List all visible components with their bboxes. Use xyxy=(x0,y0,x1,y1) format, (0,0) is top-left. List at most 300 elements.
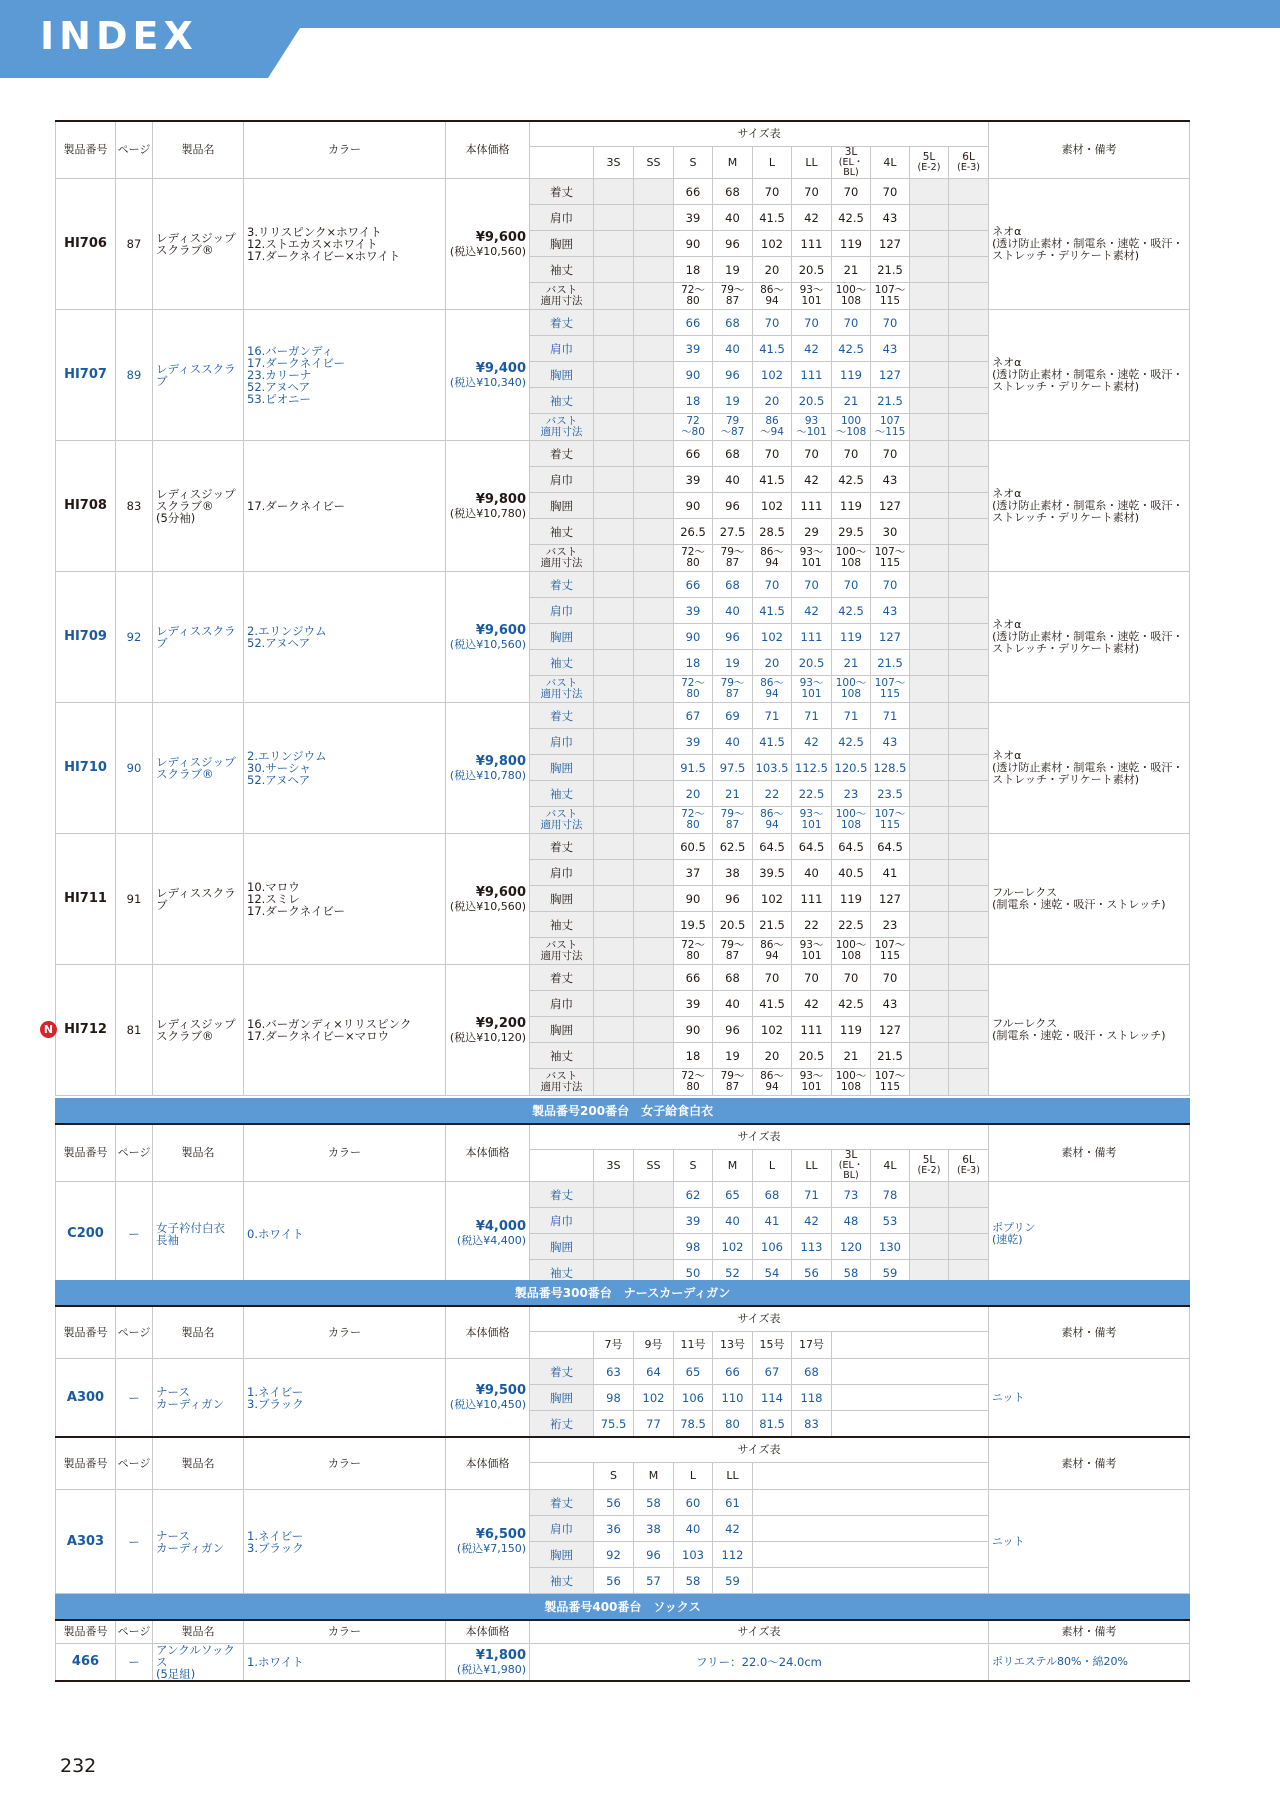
size-cell-empty xyxy=(910,336,949,362)
size-cell-empty xyxy=(910,676,949,703)
size-empty xyxy=(753,1490,792,1516)
size-label-corner xyxy=(530,1332,594,1359)
bust-label: バスト 適用寸法 xyxy=(530,414,594,441)
product-material: ポプリン (速乾) xyxy=(989,1182,1190,1286)
size-value: 42 xyxy=(713,1516,753,1542)
size-value: 39 xyxy=(674,205,713,231)
size-header: SS xyxy=(634,1150,674,1182)
size-cell-empty xyxy=(634,1017,674,1043)
size-value: 64.5 xyxy=(871,834,910,860)
size-value: 23.5 xyxy=(871,781,910,807)
size-empty xyxy=(910,1516,949,1542)
socks-header: 製品番号 xyxy=(56,1620,116,1644)
product-code: HI710 xyxy=(56,703,116,834)
size-row-label: 肩巾 xyxy=(530,205,594,231)
size-cell-empty xyxy=(949,1017,989,1043)
size-cell-empty xyxy=(910,807,949,834)
size-value: 68 xyxy=(792,1359,832,1385)
size-header: 11号 xyxy=(674,1332,713,1359)
price: ¥9,200 (税込¥10,120) xyxy=(446,965,530,1096)
product-colors: 17.ダークネイビー xyxy=(244,441,446,572)
size-value: 70 xyxy=(753,965,792,991)
size-cell-empty xyxy=(594,336,634,362)
size-value: 102 xyxy=(753,886,792,912)
size-value: 21.5 xyxy=(753,912,792,938)
size-empty xyxy=(832,1332,871,1359)
product-name: レディスジップ スクラブ® (5分袖) xyxy=(153,441,244,572)
size-cell-empty xyxy=(634,1234,674,1260)
col-size-table: サイズ表 xyxy=(530,1437,989,1463)
size-cell-empty xyxy=(594,860,634,886)
size-value: 111 xyxy=(792,362,832,388)
size-value: 37 xyxy=(674,860,713,886)
size-cell-empty xyxy=(910,388,949,414)
col-page: ページ xyxy=(116,1306,153,1359)
size-value: 71 xyxy=(792,703,832,729)
size-value: 77 xyxy=(634,1411,674,1438)
size-value: 40 xyxy=(713,1208,753,1234)
size-empty xyxy=(910,1542,949,1568)
size-value: 28.5 xyxy=(753,519,792,545)
size-value: 70 xyxy=(832,572,871,598)
size-value: 42 xyxy=(792,729,832,755)
size-row-label: 袖丈 xyxy=(530,781,594,807)
size-cell-empty xyxy=(949,650,989,676)
header-row xyxy=(56,121,1190,147)
product-page: 92 xyxy=(116,572,153,703)
size-header: 4L xyxy=(871,1150,910,1182)
bust-value: 86 〜94 xyxy=(753,414,792,441)
size-cell-empty xyxy=(949,807,989,834)
size-cell-empty xyxy=(594,938,634,965)
size-row-label: 肩巾 xyxy=(530,860,594,886)
size-cell-empty xyxy=(910,257,949,283)
size-value: 66 xyxy=(674,572,713,598)
product-colors: 16.バーガンディ 17.ダークネイビー 23.カリーナ 52.アヌヘア 53.ピオニー xyxy=(244,310,446,441)
bust-label: バスト 適用寸法 xyxy=(530,545,594,572)
product-code: HI709 xyxy=(56,572,116,703)
size-value: 19 xyxy=(713,257,753,283)
size-row-label: 胸囲 xyxy=(530,231,594,257)
size-cell-empty xyxy=(949,860,989,886)
size-value: 68 xyxy=(753,1182,792,1208)
product-page: 89 xyxy=(116,310,153,441)
size-cell-empty xyxy=(594,493,634,519)
size-header: 15号 xyxy=(753,1332,792,1359)
size-cell-empty xyxy=(910,1234,949,1260)
size-value: 39 xyxy=(674,991,713,1017)
size-value: 18 xyxy=(674,388,713,414)
size-header: S xyxy=(674,1150,713,1182)
size-cell-empty xyxy=(634,545,674,572)
bust-value: 86〜 94 xyxy=(753,1069,792,1096)
bust-value: 72〜 80 xyxy=(674,545,713,572)
size-empty xyxy=(792,1516,832,1542)
col-name: 製品名 xyxy=(153,121,244,179)
product-material: ネオα (透け防止素材・制電糸・速乾・吸汗・ ストレッチ・デリケート素材) xyxy=(989,310,1190,441)
socks-header: カラー xyxy=(244,1620,446,1644)
size-value: 22.5 xyxy=(792,781,832,807)
size-value: 30 xyxy=(871,519,910,545)
size-empty xyxy=(832,1385,871,1411)
size-cell-empty xyxy=(634,283,674,310)
size-header: M xyxy=(713,1150,753,1182)
size-value: 75.5 xyxy=(594,1411,634,1438)
size-row-label: 肩巾 xyxy=(530,729,594,755)
price: ¥9,800 (税込¥10,780) xyxy=(446,703,530,834)
size-value: 40 xyxy=(792,860,832,886)
size-empty xyxy=(949,1332,989,1359)
size-value: 64.5 xyxy=(792,834,832,860)
size-header: M xyxy=(713,147,753,179)
socks-size: フリー：22.0〜24.0cm xyxy=(530,1644,989,1682)
size-cell-empty xyxy=(910,519,949,545)
size-value: 56 xyxy=(594,1568,634,1594)
size-cell-empty xyxy=(594,1069,634,1096)
bust-value: 100〜 108 xyxy=(832,807,871,834)
size-header: 7号 xyxy=(594,1332,634,1359)
size-value: 20.5 xyxy=(792,257,832,283)
size-row-label: 胸囲 xyxy=(530,624,594,650)
size-cell-empty xyxy=(910,545,949,572)
size-cell-empty xyxy=(949,965,989,991)
size-value: 40 xyxy=(674,1516,713,1542)
size-value: 113 xyxy=(792,1234,832,1260)
size-row-label: 裄丈 xyxy=(530,1411,594,1438)
size-cell-empty xyxy=(634,834,674,860)
col-product-no: 製品番号 xyxy=(56,121,116,179)
size-value: 40 xyxy=(713,467,753,493)
size-cell-empty xyxy=(910,310,949,336)
size-cell-empty xyxy=(910,1182,949,1208)
size-value: 43 xyxy=(871,598,910,624)
size-value: 40 xyxy=(713,205,753,231)
size-cell-empty xyxy=(594,755,634,781)
size-value: 96 xyxy=(713,493,753,519)
product-material: ネオα (透け防止素材・制電糸・速乾・吸汗・ ストレッチ・デリケート素材) xyxy=(989,572,1190,703)
size-empty xyxy=(832,1411,871,1438)
size-value: 68 xyxy=(713,310,753,336)
size-value: 43 xyxy=(871,205,910,231)
size-cell-empty xyxy=(949,493,989,519)
size-row-label: 胸囲 xyxy=(530,886,594,912)
size-cell-empty xyxy=(949,703,989,729)
new-product-icon: N xyxy=(40,1021,57,1038)
size-row-label: 胸囲 xyxy=(530,1017,594,1043)
size-cell-empty xyxy=(594,362,634,388)
size-empty xyxy=(792,1542,832,1568)
product-material: ネオα (透け防止素材・制電糸・速乾・吸汗・ ストレッチ・デリケート素材) xyxy=(989,179,1190,310)
page-title: INDEX xyxy=(40,14,198,58)
size-value: 48 xyxy=(832,1208,871,1234)
size-row-label: 袖丈 xyxy=(530,1260,594,1286)
col-page: ページ xyxy=(116,1124,153,1182)
size-value: 62 xyxy=(674,1182,713,1208)
size-value: 114 xyxy=(753,1385,792,1411)
size-cell-empty xyxy=(594,886,634,912)
size-value: 63 xyxy=(594,1359,634,1385)
size-row-label: 袖丈 xyxy=(530,650,594,676)
product-code: 466 xyxy=(56,1644,116,1682)
size-cell-empty xyxy=(634,965,674,991)
size-cell-empty xyxy=(634,781,674,807)
product-page: 90 xyxy=(116,703,153,834)
size-header: 6L (E-3) xyxy=(949,147,989,179)
size-cell-empty xyxy=(910,781,949,807)
size-cell-empty xyxy=(634,598,674,624)
bust-value: 107〜 115 xyxy=(871,545,910,572)
size-value: 22 xyxy=(753,781,792,807)
size-value: 70 xyxy=(792,965,832,991)
product-material: ニット xyxy=(989,1490,1190,1594)
size-value: 40 xyxy=(713,336,753,362)
product-colors: 3.リリスピンク×ホワイト 12.ストエカス×ホワイト 17.ダークネイビー×ホワイト xyxy=(244,179,446,310)
header-row xyxy=(56,1306,1190,1332)
size-value: 59 xyxy=(871,1260,910,1286)
size-value: 70 xyxy=(832,441,871,467)
size-value: 66 xyxy=(674,965,713,991)
size-value: 111 xyxy=(792,231,832,257)
size-value: 54 xyxy=(753,1260,792,1286)
bust-label: バスト 適用寸法 xyxy=(530,807,594,834)
size-cell-empty xyxy=(594,729,634,755)
size-empty xyxy=(871,1463,910,1490)
size-header: 3L (EL・BL) xyxy=(832,1150,871,1182)
size-header: LL xyxy=(792,1150,832,1182)
bust-label: バスト 適用寸法 xyxy=(530,283,594,310)
bust-label: バスト 適用寸法 xyxy=(530,1069,594,1096)
size-value: 96 xyxy=(634,1542,674,1568)
size-value: 58 xyxy=(634,1490,674,1516)
size-value: 19 xyxy=(713,1043,753,1069)
size-empty xyxy=(949,1411,989,1438)
size-value: 91.5 xyxy=(674,755,713,781)
size-cell-empty xyxy=(594,519,634,545)
size-value: 119 xyxy=(832,362,871,388)
col-material: 素材・備考 xyxy=(989,1437,1190,1490)
col-color: カラー xyxy=(244,1306,446,1359)
socks-row xyxy=(56,1644,1190,1682)
size-row-label: 胸囲 xyxy=(530,362,594,388)
size-value: 70 xyxy=(832,179,871,205)
size-header: L xyxy=(674,1463,713,1490)
size-empty xyxy=(871,1542,910,1568)
col-price: 本体価格 xyxy=(446,1306,530,1359)
size-row-label: 肩巾 xyxy=(530,336,594,362)
size-value: 96 xyxy=(713,886,753,912)
size-value: 23 xyxy=(832,781,871,807)
size-cell-empty xyxy=(949,257,989,283)
size-value: 120.5 xyxy=(832,755,871,781)
size-value: 21.5 xyxy=(871,257,910,283)
product-colors: 1.ホワイト xyxy=(244,1644,446,1682)
size-cell-empty xyxy=(634,441,674,467)
size-value: 38 xyxy=(634,1516,674,1542)
size-cell-empty xyxy=(949,1208,989,1234)
bust-value: 79〜 87 xyxy=(713,1069,753,1096)
size-cell-empty xyxy=(910,965,949,991)
size-value: 42 xyxy=(792,467,832,493)
size-value: 40.5 xyxy=(832,860,871,886)
size-header: M xyxy=(634,1463,674,1490)
size-value: 70 xyxy=(871,572,910,598)
size-cell-empty xyxy=(594,1234,634,1260)
bust-value: 93〜 101 xyxy=(792,283,832,310)
size-value: 106 xyxy=(753,1234,792,1260)
size-cell-empty xyxy=(594,467,634,493)
size-value: 52 xyxy=(713,1260,753,1286)
size-value: 96 xyxy=(713,1017,753,1043)
size-value: 102 xyxy=(753,362,792,388)
size-cell-empty xyxy=(949,572,989,598)
size-cell-empty xyxy=(594,179,634,205)
size-cell-empty xyxy=(634,414,674,441)
size-header: 5L (E-2) xyxy=(910,147,949,179)
size-value: 21 xyxy=(832,388,871,414)
bust-value: 93〜 101 xyxy=(792,545,832,572)
size-cell-empty xyxy=(910,493,949,519)
price: ¥9,600 (税込¥10,560) xyxy=(446,179,530,310)
size-value: 42.5 xyxy=(832,991,871,1017)
size-cell-empty xyxy=(949,676,989,703)
size-cell-empty xyxy=(949,1234,989,1260)
size-value: 60.5 xyxy=(674,834,713,860)
size-value: 41.5 xyxy=(753,336,792,362)
size-value: 22 xyxy=(792,912,832,938)
size-value: 21.5 xyxy=(871,650,910,676)
size-empty xyxy=(753,1542,792,1568)
bust-value: 72〜 80 xyxy=(674,807,713,834)
size-value: 39 xyxy=(674,467,713,493)
bust-value: 107〜 115 xyxy=(871,807,910,834)
product-name: レディスジップ スクラブ® xyxy=(153,703,244,834)
bust-value: 79〜 87 xyxy=(713,807,753,834)
size-value: 98 xyxy=(594,1385,634,1411)
size-cell-empty xyxy=(594,414,634,441)
size-cell-empty xyxy=(594,205,634,231)
size-value: 43 xyxy=(871,729,910,755)
bust-value: 100〜 108 xyxy=(832,676,871,703)
size-cell-empty xyxy=(594,624,634,650)
size-value: 42 xyxy=(792,598,832,624)
product-colors: 2.エリンジウム 30.サーシャ 52.アヌヘア xyxy=(244,703,446,834)
size-header: 13号 xyxy=(713,1332,753,1359)
size-row xyxy=(56,834,1190,860)
size-empty xyxy=(949,1516,989,1542)
size-cell-empty xyxy=(634,205,674,231)
price: ¥9,400 (税込¥10,340) xyxy=(446,310,530,441)
size-value: 96 xyxy=(713,362,753,388)
size-value: 70 xyxy=(871,179,910,205)
bust-value: 86〜 94 xyxy=(753,938,792,965)
size-cell-empty xyxy=(910,991,949,1017)
size-row-label: 胸囲 xyxy=(530,1234,594,1260)
size-value: 120 xyxy=(832,1234,871,1260)
size-cell-empty xyxy=(949,781,989,807)
size-empty xyxy=(753,1463,792,1490)
size-value: 64.5 xyxy=(753,834,792,860)
size-value: 42.5 xyxy=(832,598,871,624)
size-cell-empty xyxy=(910,441,949,467)
size-empty xyxy=(910,1463,949,1490)
bust-value: 93 〜101 xyxy=(792,414,832,441)
size-row xyxy=(56,310,1190,336)
size-empty xyxy=(949,1568,989,1594)
size-empty xyxy=(792,1463,832,1490)
bust-value: 79 〜87 xyxy=(713,414,753,441)
size-cell-empty xyxy=(949,283,989,310)
size-value: 21 xyxy=(832,1043,871,1069)
price: ¥9,600 (税込¥10,560) xyxy=(446,572,530,703)
product-page: 81 xyxy=(116,965,153,1096)
size-row-label: 肩巾 xyxy=(530,467,594,493)
size-cell-empty xyxy=(634,231,674,257)
size-value: 26.5 xyxy=(674,519,713,545)
size-header: L xyxy=(753,1150,792,1182)
product-material: ポリエステル80%・綿20% xyxy=(989,1644,1190,1682)
product-material: ネオα (透け防止素材・制電糸・速乾・吸汗・ ストレッチ・デリケート素材) xyxy=(989,441,1190,572)
bust-value: 72〜 80 xyxy=(674,938,713,965)
col-size-table: サイズ表 xyxy=(530,121,989,147)
size-value: 29 xyxy=(792,519,832,545)
bust-value: 86〜 94 xyxy=(753,283,792,310)
size-header: S xyxy=(674,147,713,179)
size-cell-empty xyxy=(949,834,989,860)
size-cell-empty xyxy=(910,703,949,729)
socks-header: ページ xyxy=(116,1620,153,1644)
size-cell-empty xyxy=(634,493,674,519)
a300-table xyxy=(55,1280,1190,1594)
scrub-index-table xyxy=(55,120,1190,1096)
size-cell-empty xyxy=(594,231,634,257)
size-value: 70 xyxy=(832,965,871,991)
product-code: HI708 xyxy=(56,441,116,572)
product-code: HI706 xyxy=(56,179,116,310)
bust-value: 72〜 80 xyxy=(674,283,713,310)
size-cell-empty xyxy=(594,598,634,624)
size-value: 67 xyxy=(753,1359,792,1385)
size-cell-empty xyxy=(634,1043,674,1069)
bust-value: 107〜 115 xyxy=(871,676,910,703)
product-material: ネオα (透け防止素材・制電糸・速乾・吸汗・ ストレッチ・デリケート素材) xyxy=(989,703,1190,834)
price: ¥9,600 (税込¥10,560) xyxy=(446,834,530,965)
size-value: 21 xyxy=(832,650,871,676)
size-cell-empty xyxy=(949,467,989,493)
bust-value: 86〜 94 xyxy=(753,545,792,572)
size-value: 70 xyxy=(871,965,910,991)
size-label-corner xyxy=(530,1150,594,1182)
size-value: 43 xyxy=(871,467,910,493)
size-cell-empty xyxy=(910,1017,949,1043)
size-cell-empty xyxy=(634,938,674,965)
size-empty xyxy=(949,1490,989,1516)
size-value: 106 xyxy=(674,1385,713,1411)
size-label-corner xyxy=(530,1463,594,1490)
size-value: 42 xyxy=(792,991,832,1017)
size-empty xyxy=(871,1490,910,1516)
size-cell-empty xyxy=(594,388,634,414)
size-value: 50 xyxy=(674,1260,713,1286)
col-size-table: サイズ表 xyxy=(530,1124,989,1150)
size-value: 36 xyxy=(594,1516,634,1542)
size-value: 62.5 xyxy=(713,834,753,860)
size-value: 103.5 xyxy=(753,755,792,781)
product-code: HI712 xyxy=(56,965,116,1096)
col-product-no: 製品番号 xyxy=(56,1306,116,1359)
size-value: 90 xyxy=(674,886,713,912)
size-value: 20 xyxy=(753,1043,792,1069)
size-row-label: 着丈 xyxy=(530,179,594,205)
